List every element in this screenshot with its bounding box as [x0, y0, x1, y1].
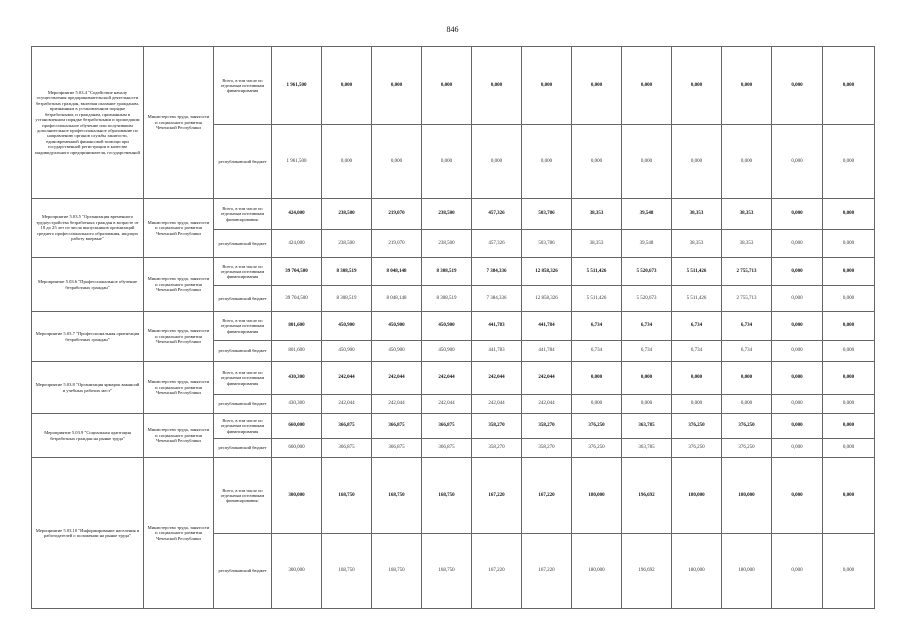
amount-cell: 242,044	[322, 395, 372, 414]
amount-cell: 376,250	[672, 414, 722, 439]
amount-cell: 1 961,500	[272, 47, 322, 125]
amount-cell: 376,250	[672, 439, 722, 458]
amount-cell: 5 511,426	[672, 258, 722, 286]
amount-cell: 5 520,673	[622, 258, 672, 286]
amount-cell: 300,000	[272, 534, 322, 609]
amount-cell: 8 048,148	[372, 286, 422, 312]
amount-cell: 0,000	[572, 125, 622, 199]
funding-source-regional: республиканский бюджет	[214, 286, 272, 312]
budget-table	[31, 46, 875, 609]
amount-cell: 0,000	[772, 414, 823, 439]
amount-cell: 441,784	[522, 312, 572, 341]
amount-cell: 38,353	[572, 199, 622, 230]
amount-cell: 0,000	[522, 125, 572, 199]
amount-cell: 0,000	[823, 230, 875, 258]
funding-source-total: Всего, в том числе по отдельным источникам финансирования	[214, 312, 272, 341]
amount-cell: 450,900	[422, 312, 472, 341]
activity-name: Мероприятие 5.03.8 "Организация ярмарок вакансий и учебных рабочих мест"	[32, 362, 144, 414]
amount-cell: 0,000	[823, 258, 875, 286]
amount-cell: 238,500	[422, 230, 472, 258]
activity-name: Мероприятие 5.03.4 "Содействие началу осуществления предпринимательской деятельности безработных граждан, включая оказание гражданам, признанным в установленном порядке безработными, и гражданам, признанным в установленном порядке безработными и прошедшим профессиональное обучение или получившим дополнительное профессиональное образование по направлению органов службы занятости, единовременной финансовой помощи при государственной регистрации в качестве индивидуального предпринимателя, государственной	[32, 47, 144, 199]
amount-cell: 1 961,500	[272, 125, 322, 199]
amount-cell: 376,250	[722, 414, 772, 439]
amount-cell: 0,000	[622, 47, 672, 125]
amount-cell: 168,750	[322, 458, 372, 534]
amount-cell: 660,000	[272, 414, 322, 439]
amount-cell: 219,070	[372, 230, 422, 258]
amount-cell: 376,250	[572, 414, 622, 439]
amount-cell: 424,000	[272, 230, 322, 258]
activity-row-total	[32, 414, 875, 439]
amount-cell: 0,000	[772, 125, 823, 199]
activity-name: Мероприятие 5.03.10 "Информирование населения и работодателей о положении на рынке труда"	[32, 458, 144, 609]
amount-cell: 38,353	[572, 230, 622, 258]
amount-cell: 8 048,148	[372, 258, 422, 286]
amount-cell: 180,000	[722, 534, 772, 609]
funding-source-regional: республиканский бюджет	[214, 534, 272, 609]
amount-cell: 430,300	[272, 395, 322, 414]
amount-cell: 0,000	[823, 534, 875, 609]
amount-cell: 0,000	[422, 47, 472, 125]
amount-cell: 242,044	[522, 362, 572, 395]
amount-cell: 0,000	[722, 47, 772, 125]
amount-cell: 0,000	[522, 47, 572, 125]
activity-row-total	[32, 47, 875, 125]
amount-cell: 6,734	[572, 341, 622, 362]
amount-cell: 0,000	[772, 341, 823, 362]
amount-cell: 450,900	[372, 341, 422, 362]
amount-cell: 12 858,326	[522, 286, 572, 312]
amount-cell: 8 308,519	[422, 258, 472, 286]
amount-cell: 366,875	[372, 439, 422, 458]
amount-cell: 242,044	[372, 395, 422, 414]
amount-cell: 450,900	[322, 341, 372, 362]
amount-cell: 38,353	[672, 230, 722, 258]
activity-row-total	[32, 362, 875, 395]
activity-name: Мероприятие 5.03.7 "Профессиональная ориентация безработных граждан"	[32, 312, 144, 362]
amount-cell: 441,783	[472, 312, 522, 341]
funding-source-total: Всего, в том числе по отдельным источникам финансирования:	[214, 199, 272, 230]
amount-cell: 503,786	[522, 199, 572, 230]
amount-cell: 450,900	[422, 341, 472, 362]
activity-row-total	[32, 258, 875, 286]
amount-cell: 39 704,500	[272, 258, 322, 286]
amount-cell: 38,353	[722, 199, 772, 230]
amount-cell: 0,000	[322, 125, 372, 199]
amount-cell: 0,000	[422, 125, 472, 199]
amount-cell: 0,000	[823, 312, 875, 341]
amount-cell: 5 520,673	[622, 286, 672, 312]
amount-cell: 12 858,326	[522, 258, 572, 286]
amount-cell: 0,000	[772, 47, 823, 125]
amount-cell: 0,000	[823, 362, 875, 395]
amount-cell: 242,044	[472, 395, 522, 414]
amount-cell: 38,353	[722, 230, 772, 258]
amount-cell: 450,900	[322, 312, 372, 341]
amount-cell: 242,044	[422, 362, 472, 395]
amount-cell: 0,000	[672, 47, 722, 125]
amount-cell: 7 384,336	[472, 258, 522, 286]
funding-source-regional: республиканский бюджет	[214, 439, 272, 458]
amount-cell: 0,000	[823, 458, 875, 534]
amount-cell: 0,000	[322, 47, 372, 125]
amount-cell: 441,784	[522, 341, 572, 362]
amount-cell: 5 511,426	[672, 286, 722, 312]
amount-cell: 0,000	[772, 362, 823, 395]
amount-cell: 376,250	[722, 439, 772, 458]
amount-cell: 8 308,519	[422, 286, 472, 312]
amount-cell: 168,750	[372, 458, 422, 534]
amount-cell: 0,000	[622, 395, 672, 414]
amount-cell: 366,875	[422, 414, 472, 439]
amount-cell: 0,000	[672, 362, 722, 395]
amount-cell: 196,692	[622, 458, 672, 534]
amount-cell: 2 755,713	[722, 286, 772, 312]
amount-cell: 0,000	[772, 395, 823, 414]
funding-source-total: Всего, в том числе по отдельным источникам финансирования	[214, 362, 272, 395]
amount-cell: 503,786	[522, 230, 572, 258]
amount-cell: 6,734	[722, 312, 772, 341]
amount-cell: 457,326	[472, 230, 522, 258]
amount-cell: 5 511,426	[572, 258, 622, 286]
amount-cell: 6,734	[722, 341, 772, 362]
amount-cell: 180,000	[572, 534, 622, 609]
activity-row-total	[32, 199, 875, 230]
amount-cell: 39,548	[622, 199, 672, 230]
amount-cell: 0,000	[823, 439, 875, 458]
amount-cell: 0,000	[722, 362, 772, 395]
funding-source-total: Всего, в том числе по отдельным источникам финансирования	[214, 258, 272, 286]
amount-cell: 358,270	[472, 414, 522, 439]
amount-cell: 0,000	[823, 341, 875, 362]
amount-cell: 167,220	[522, 458, 572, 534]
amount-cell: 0,000	[823, 286, 875, 312]
funding-source-regional: республиканский бюджет	[214, 395, 272, 414]
amount-cell: 0,000	[823, 395, 875, 414]
amount-cell: 366,875	[372, 414, 422, 439]
amount-cell: 6,734	[572, 312, 622, 341]
amount-cell: 424,000	[272, 199, 322, 230]
amount-cell: 358,270	[472, 439, 522, 458]
responsible-executor: Министерство труда, занятости и социального развития Чеченской Республики	[144, 312, 214, 362]
amount-cell: 0,000	[372, 47, 422, 125]
amount-cell: 358,270	[522, 439, 572, 458]
amount-cell: 0,000	[622, 362, 672, 395]
amount-cell: 366,875	[322, 439, 372, 458]
amount-cell: 167,220	[472, 458, 522, 534]
amount-cell: 300,000	[272, 458, 322, 534]
amount-cell: 0,000	[572, 395, 622, 414]
amount-cell: 2 755,713	[722, 258, 772, 286]
amount-cell: 801,600	[272, 312, 322, 341]
amount-cell: 0,000	[823, 125, 875, 199]
amount-cell: 660,000	[272, 439, 322, 458]
amount-cell: 180,000	[672, 458, 722, 534]
amount-cell: 168,750	[422, 458, 472, 534]
amount-cell: 363,785	[622, 414, 672, 439]
amount-cell: 366,875	[422, 439, 472, 458]
amount-cell: 0,000	[772, 312, 823, 341]
amount-cell: 242,044	[422, 395, 472, 414]
amount-cell: 180,000	[672, 534, 722, 609]
amount-cell: 457,326	[472, 199, 522, 230]
amount-cell: 0,000	[572, 362, 622, 395]
amount-cell: 167,220	[472, 534, 522, 609]
amount-cell: 196,692	[622, 534, 672, 609]
amount-cell: 366,875	[322, 414, 372, 439]
amount-cell: 219,070	[372, 199, 422, 230]
responsible-executor: Министерство труда, занятости и социального развития Чеченской Республики	[144, 458, 214, 609]
amount-cell: 242,044	[472, 362, 522, 395]
activity-name: Мероприятие 5.03.5 "Организация временного трудоустройства безработных граждан в возрасте от 18 до 25 лет из числа выпускников организаций среднего профессионального образования, ищущих работу впервые"	[32, 199, 144, 258]
amount-cell: 0,000	[823, 47, 875, 125]
amount-cell: 238,500	[322, 199, 372, 230]
amount-cell: 238,500	[322, 230, 372, 258]
amount-cell: 168,750	[372, 534, 422, 609]
responsible-executor: Министерство труда, занятости и социального развития Чеченской Республики	[144, 47, 214, 199]
amount-cell: 6,734	[622, 312, 672, 341]
amount-cell: 242,044	[522, 395, 572, 414]
page-number: 846	[446, 25, 459, 34]
amount-cell: 441,783	[472, 341, 522, 362]
amount-cell: 168,750	[422, 534, 472, 609]
amount-cell: 0,000	[772, 230, 823, 258]
amount-cell: 0,000	[772, 258, 823, 286]
amount-cell: 168,750	[322, 534, 372, 609]
responsible-executor: Министерство труда, занятости и социального развития Чеченской Республики	[144, 258, 214, 312]
amount-cell: 430,300	[272, 362, 322, 395]
amount-cell: 450,900	[372, 312, 422, 341]
amount-cell: 0,000	[672, 395, 722, 414]
amount-cell: 0,000	[722, 125, 772, 199]
amount-cell: 0,000	[823, 414, 875, 439]
amount-cell: 0,000	[372, 125, 422, 199]
funding-source-regional: республиканский бюджет	[214, 341, 272, 362]
amount-cell: 180,000	[572, 458, 622, 534]
amount-cell: 238,500	[422, 199, 472, 230]
amount-cell: 7 384,336	[472, 286, 522, 312]
activity-row-total	[32, 458, 875, 534]
amount-cell: 8 308,519	[322, 286, 372, 312]
amount-cell: 0,000	[823, 199, 875, 230]
amount-cell: 0,000	[722, 395, 772, 414]
activity-row-total	[32, 312, 875, 341]
amount-cell: 39,548	[622, 230, 672, 258]
funding-source-total: Всего, в том числе по отдельным источникам финансирования	[214, 414, 272, 439]
amount-cell: 180,000	[722, 458, 772, 534]
amount-cell: 801,600	[272, 341, 322, 362]
amount-cell: 363,785	[622, 439, 672, 458]
responsible-executor: Министерство труда, занятости и социального развития Чеченской Республики	[144, 362, 214, 414]
responsible-executor: Министерство труда, занятости и социального развития Чеченской Республики	[144, 414, 214, 458]
amount-cell: 38,353	[672, 199, 722, 230]
funding-source-regional: республиканский бюджет	[214, 230, 272, 258]
amount-cell: 0,000	[772, 286, 823, 312]
amount-cell: 358,270	[522, 414, 572, 439]
amount-cell: 6,734	[672, 312, 722, 341]
amount-cell: 167,220	[522, 534, 572, 609]
amount-cell: 0,000	[772, 439, 823, 458]
amount-cell: 0,000	[472, 47, 522, 125]
amount-cell: 242,044	[322, 362, 372, 395]
amount-cell: 6,734	[622, 341, 672, 362]
amount-cell: 0,000	[772, 534, 823, 609]
amount-cell: 0,000	[572, 47, 622, 125]
amount-cell: 6,734	[672, 341, 722, 362]
activity-name: Мероприятие 5.03.6 "Профессиональное обучение безработных граждан"	[32, 258, 144, 312]
amount-cell: 0,000	[622, 125, 672, 199]
amount-cell: 39 704,500	[272, 286, 322, 312]
activity-name: Мероприятие 5.03.9 "Социальная адаптация безработных граждан на рынке труда"	[32, 414, 144, 458]
amount-cell: 8 308,519	[322, 258, 372, 286]
amount-cell: 0,000	[672, 125, 722, 199]
funding-source-regional: республиканский бюджет	[214, 125, 272, 199]
funding-source-total: Всего, в том числе по отдельным источникам финансирования:	[214, 458, 272, 534]
responsible-executor: Министерство труда, занятости и социального развития Чеченской Республики	[144, 199, 214, 258]
amount-cell: 0,000	[472, 125, 522, 199]
amount-cell: 0,000	[772, 458, 823, 534]
amount-cell: 0,000	[772, 199, 823, 230]
amount-cell: 5 511,426	[572, 286, 622, 312]
amount-cell: 242,044	[372, 362, 422, 395]
amount-cell: 376,250	[572, 439, 622, 458]
funding-source-total: Всего, в том числе по отдельным источникам финансирования	[214, 47, 272, 125]
